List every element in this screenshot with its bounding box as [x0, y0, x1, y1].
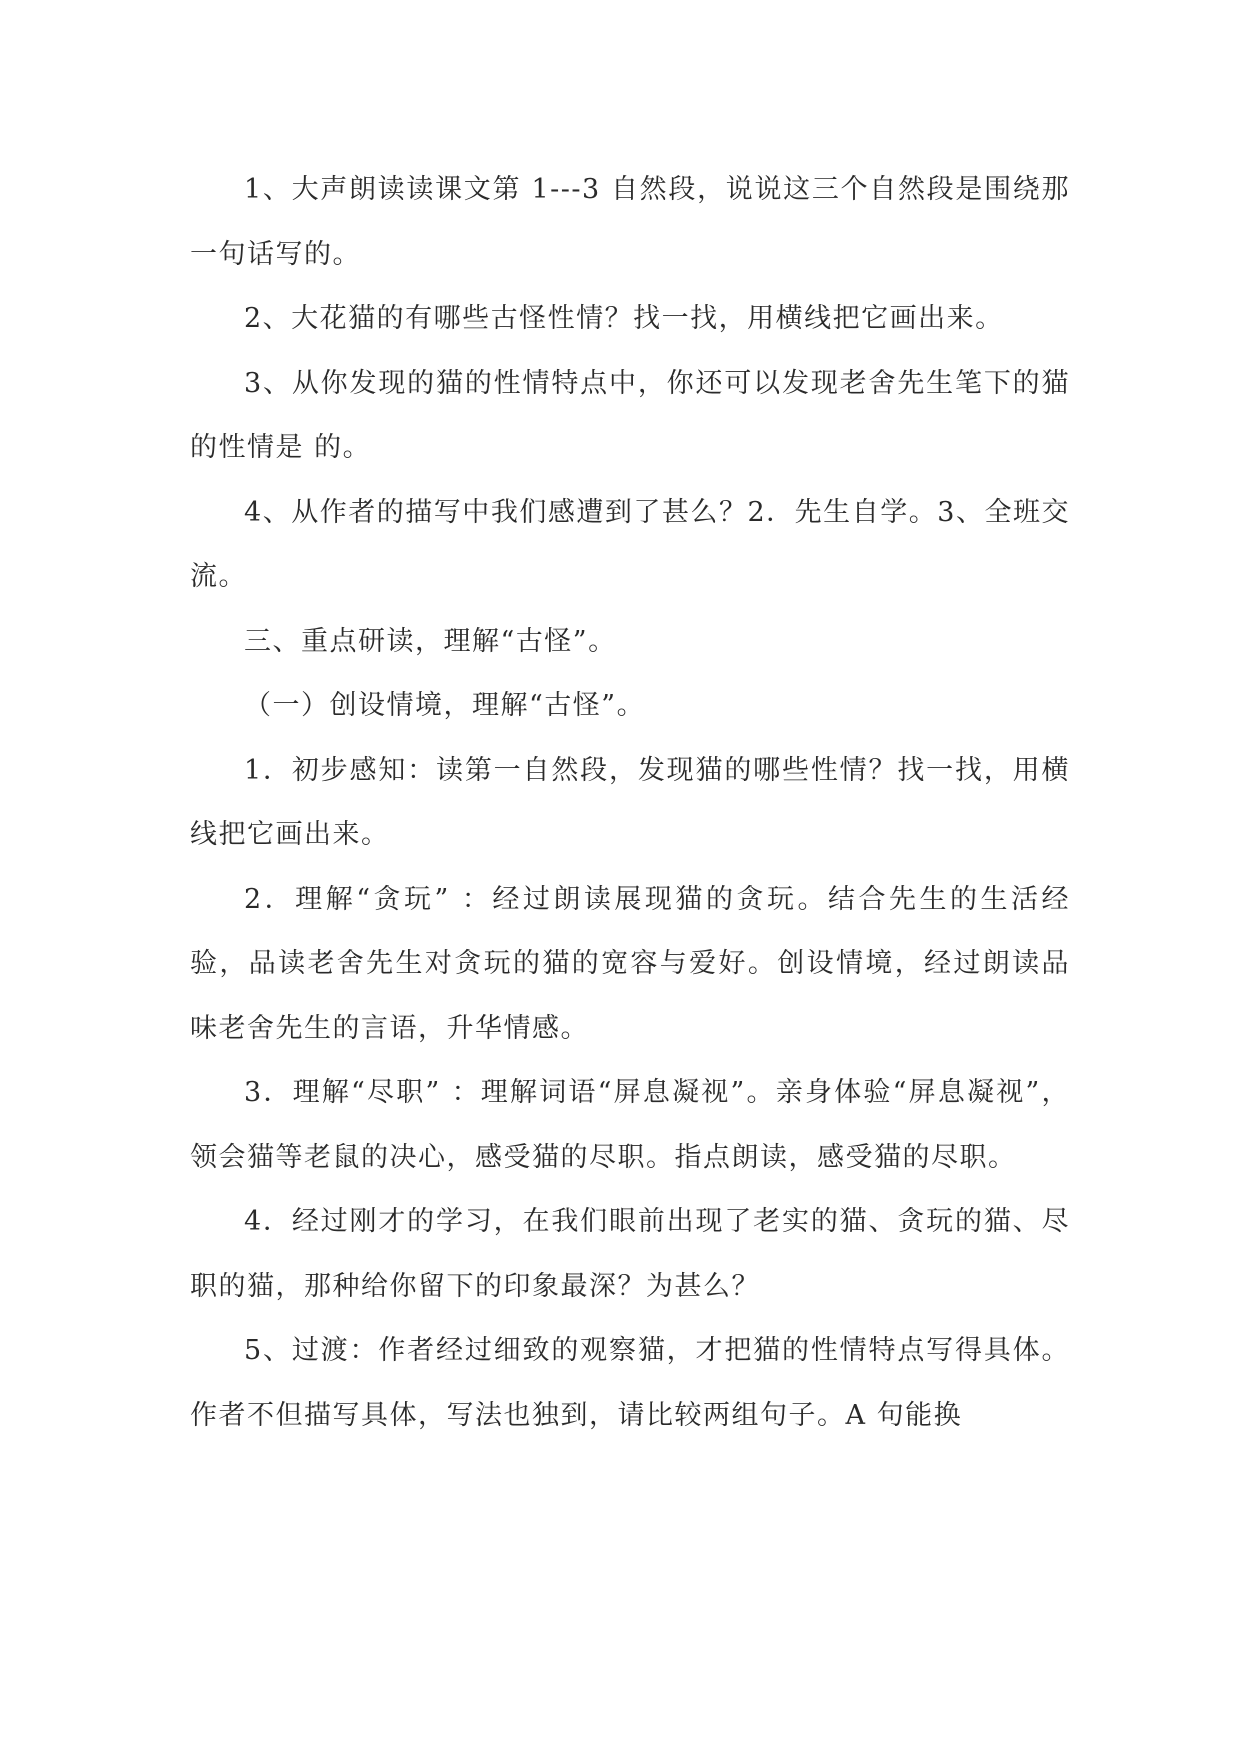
- paragraph-7: 3．理解“尽职” ：理解词语“屏息凝视”。亲身体验“屏息凝视”，领会猫等老鼠的决心，感受猫的尽职。指点朗读，感受猫的尽职。: [190, 1077, 1070, 1173]
- section-heading-3: 三、重点研读，理解“古怪”。: [244, 625, 617, 657]
- paragraph-6: 2．理解“贪玩” ：经过朗读展现猫的贪玩。结合先生的生活经验，品读老舍先生对贪玩的猫的宽容与爱好。创设情境，经过朗读品味老舍先生的言语，升华情感。: [190, 883, 1070, 1044]
- paragraph-8: 4．经过刚才的学习，在我们眼前出现了老实的猫、贪玩的猫、尽职的猫，那种给你留下的印象最深？为甚么？: [190, 1206, 1070, 1302]
- paragraph-1: 1、大声朗读读课文第 1---3 自然段，说说这三个自然段是围绕那一句话写的。: [190, 174, 1070, 270]
- paragraph-5: 1．初步感知：读第一自然段，发现猫的哪些性情？找一找，用横线把它画出来。: [190, 754, 1070, 850]
- paragraph-4: 4、从作者的描写中我们感遭到了甚么？2．先生自学。3、全班交流。: [190, 496, 1070, 592]
- paragraph-9: 5、过渡：作者经过细致的观察猫，才把猫的性情特点写得具体。作者不但描写具体，写法也独到，请比较两组句子。A 句能换: [190, 1335, 1070, 1431]
- subsection-heading-1: （一）创设情境，理解“古怪”。: [244, 690, 646, 721]
- document-body: [190, 158, 1070, 1448]
- paragraph-2: 2、大花猫的有哪些古怪性情？找一找，用横线把它画出来。: [244, 303, 1004, 334]
- paragraph-3: 3、从你发现的猫的性情特点中，你还可以发现老舍先生笔下的猫的性情是 的。: [190, 367, 1070, 463]
